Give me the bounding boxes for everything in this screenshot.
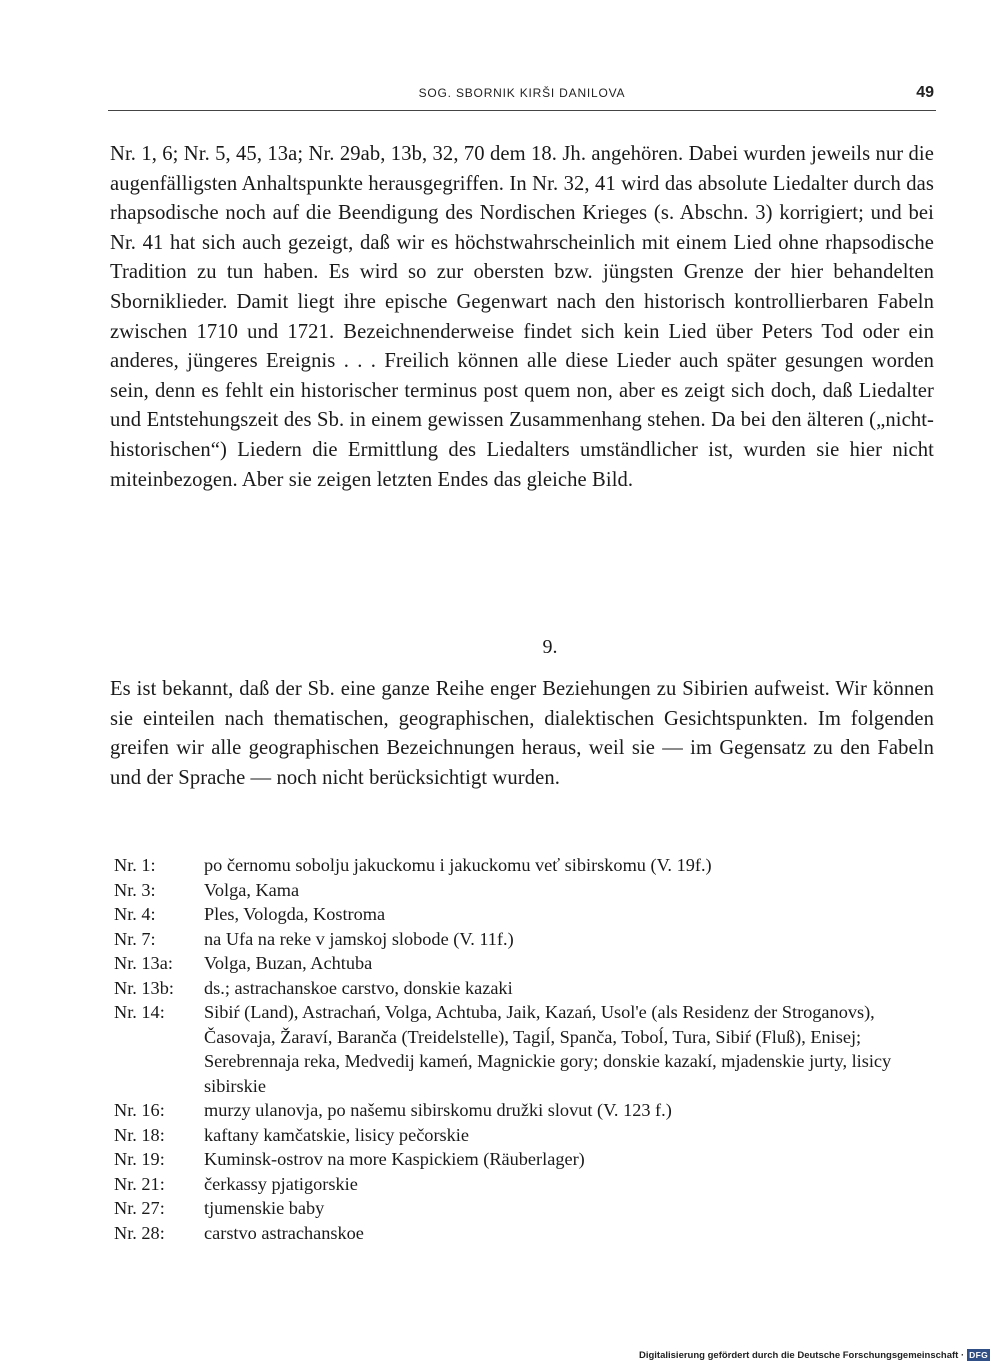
list-item-text: kaftany kamčatskie, lisicy pečorskie <box>204 1124 469 1145</box>
list-item-text: na Ufa na reke v jamskoj slobode (V. 11f.) <box>204 928 514 949</box>
list-item <box>114 951 944 976</box>
list-item <box>114 1000 944 1098</box>
list-item-text: ds.; astrachanskoe carstvo, donskie kazaki <box>204 977 513 998</box>
list-item <box>114 902 944 927</box>
list-item <box>114 1196 944 1221</box>
list-item-number: Nr. 19: <box>114 1149 165 1169</box>
list-item <box>114 1172 944 1197</box>
list-item-text: čerkassy pjatigorskie <box>204 1173 358 1194</box>
list-item-number: Nr. 4: <box>114 904 156 924</box>
list-item-text: Sibiŕ (Land), Astrachań, Volga, Achtuba, Jaik, Kazań, Usol'e (als Residenz der Stroganovs), Časovaja, Žaraví, Baranča (Treidelstelle), Tagiĺ, Spanča, Toboĺ, Tura, Sibiŕ (Fluß), Enisej; Serebrennaja reka, Medvedij kameń, Magnickie gory; donskie kazakí, mjadenskie jurty, lisicy sibirskie <box>204 1002 892 1096</box>
list-item <box>114 927 944 952</box>
running-head: SOG. SBORNIK KIRŠI DANILOVA <box>418 86 626 100</box>
list-item-number: Nr. 13a: <box>114 953 173 973</box>
list-item <box>114 1221 944 1246</box>
list-item-number: Nr. 27: <box>114 1198 165 1218</box>
footer-text: Digitalisierung gefördert durch die Deutsche Forschungsgemeinschaft · <box>638 1349 965 1361</box>
paragraph-2: Es ist bekannt, daß der Sb. eine ganze Reihe enger Beziehungen zu Sibirien aufweist. Wir können sie einteilen nach thematischen, geographischen, dialektischen Gesichtspunkten. Im folgenden greifen wir alle geographischen Bezeichnungen heraus, weil sie — im Gegensatz zu den Fabeln und der Sprache — noch nicht berücksichtigt wurden. <box>110 678 934 789</box>
list-item-number: Nr. 14: <box>114 1002 165 1022</box>
list-item-text: Volga, Buzan, Achtuba <box>204 953 373 973</box>
page-header <box>108 80 936 120</box>
list-item-text: murzy ulanovja, po našemu sibirskomu družki slovut (V. 123 f.) <box>204 1100 672 1120</box>
list-item-number: Nr. 3: <box>114 879 156 900</box>
paragraph-1: Nr. 1, 6; Nr. 5, 45, 13a; Nr. 29ab, 13b, 32, 70 dem 18. Jh. angehören. Dabei wurden jeweils nur die augenfälligsten Anhaltspunkte herausgegriffen. In Nr. 32, 41 wird das absolute Liedalter durch das rhapsodische noch auf die Beendigung des Nordischen Krieges (s. Abschn. 3) korrigiert; und bei Nr. 41 hat sich auch gezeigt, daß wir es höchstwahrscheinlich mit einem Lied ohne rhapsodische Tradition zu tun haben. Es wird so zur obersten bzw. jüngsten Grenze der hier behandelten Sborniklieder. Damit liegt ihre epische Gegenwart nach den historisch kontrollierbaren Fabeln zwischen 1710 und 1721. Bezeichnenderweise findet sich kein Lied über Peters Tod oder ein anderes, jüngeres Ereignis . . . Freilich können alle diese Lieder auch später gesungen worden sein, denn es fehlt ein historischer terminus post quem non, aber es zeigt sich doch, daß Liedalter und Entstehungszeit des Sb. in einem gewissen Zusammenhang stehen. Da bei den älteren („nicht-historischen“) Liedern die Ermittlung des Liedalters umständlicher ist, wurden sie hier nicht miteinbezogen. Aber sie zeigen letzten Endes das gleiche Bild. <box>110 143 934 491</box>
list-item <box>114 1098 944 1123</box>
list-item-number: Nr. 13b: <box>114 977 174 998</box>
list-item <box>114 976 944 1001</box>
list-item <box>114 1123 944 1148</box>
dfg-logo: DFG <box>969 1350 988 1360</box>
place-name-list <box>114 853 944 1245</box>
list-item-text: Volga, Kama <box>204 879 300 900</box>
list-item-number: Nr. 18: <box>114 1124 165 1145</box>
header-rule <box>108 110 936 111</box>
list-item-number: Nr. 21: <box>114 1173 165 1194</box>
list-item <box>114 853 944 878</box>
list-item <box>114 878 944 903</box>
list-item-text: carstvo astrachanskoe <box>204 1222 364 1243</box>
list-item-text: tjumenskie baby <box>204 1198 325 1218</box>
section-number: 9. <box>542 636 558 658</box>
list-item-text: Ples, Vologda, Kostroma <box>204 904 386 924</box>
list-item-text: po černomu sobolju jakuckomu i jakuckomu veť sibirskomu (V. 19f.) <box>204 855 712 875</box>
page-number: 49 <box>916 84 934 101</box>
list-item-number: Nr. 16: <box>114 1100 165 1120</box>
list-item <box>114 1147 944 1172</box>
list-item-number: Nr. 1: <box>114 855 156 875</box>
list-item-number: Nr. 7: <box>114 928 156 949</box>
footer-credit <box>639 1349 990 1361</box>
list-item-text: Kuminsk-ostrov na more Kaspickiem (Räuberlager) <box>204 1149 585 1169</box>
list-item-number: Nr. 28: <box>114 1222 165 1243</box>
